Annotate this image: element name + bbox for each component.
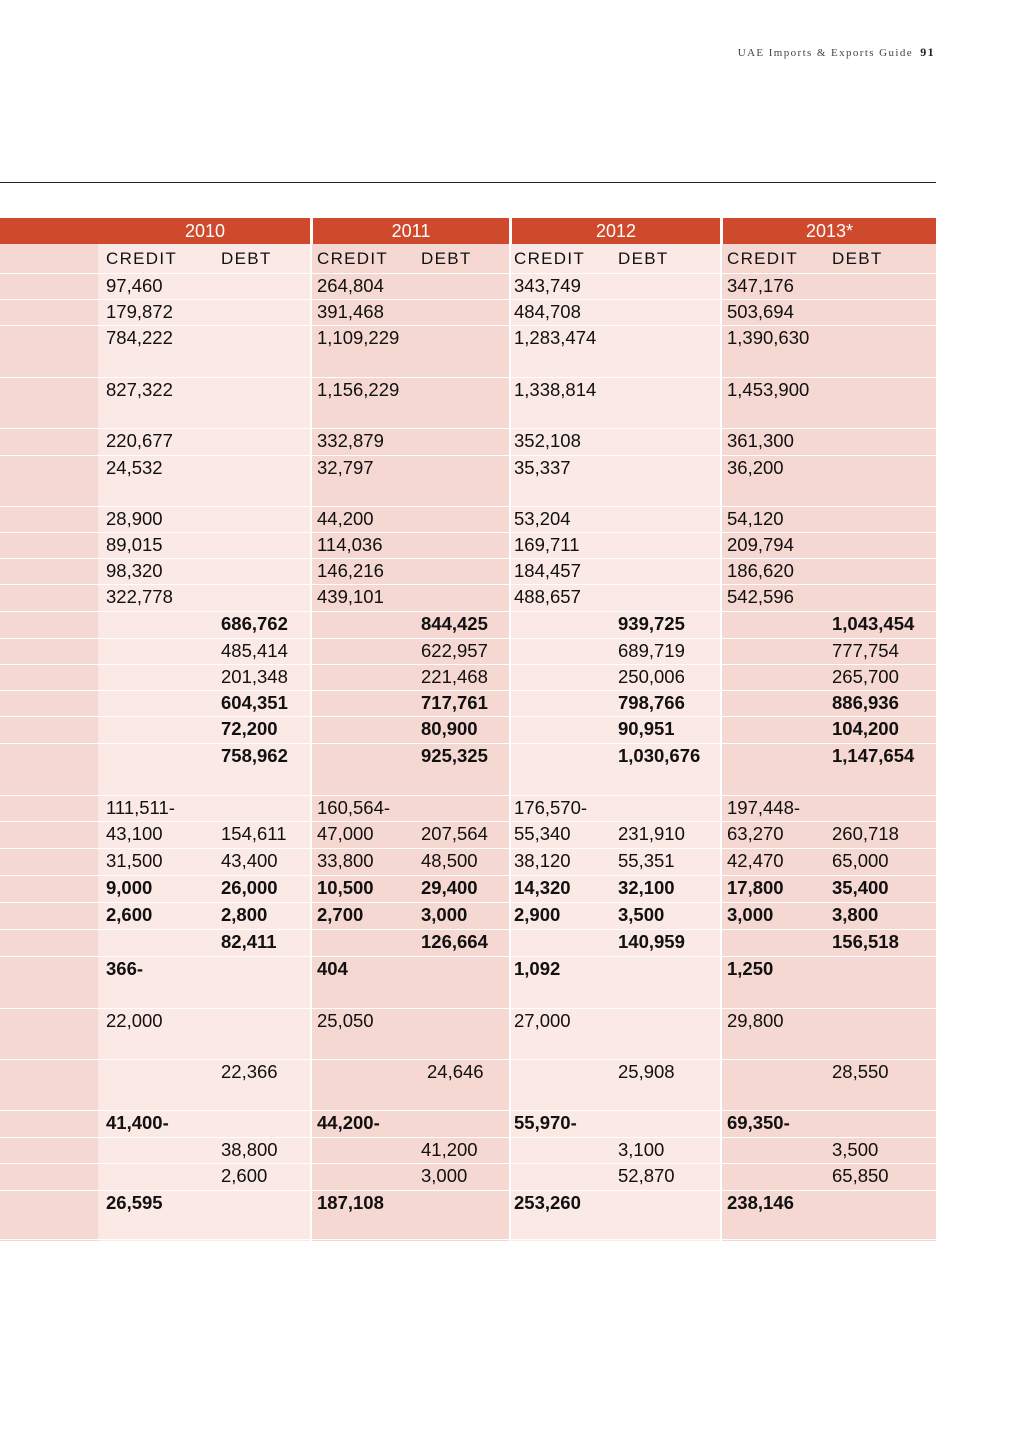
table-cell: 41,400- (106, 1112, 169, 1133)
table-cell: 32,100 (618, 877, 675, 898)
table-cell: 80,900 (421, 718, 478, 739)
table-cell: 220,677 (106, 430, 173, 451)
table-cell: 1,092 (514, 958, 561, 979)
table-cell: 3,500 (832, 1139, 879, 1160)
table-cell: 391,468 (317, 301, 384, 322)
table-cell: 2,600 (221, 1165, 268, 1186)
debt-header: DEBT (421, 249, 472, 268)
table-cell: 41,200 (421, 1139, 478, 1160)
credit-header: CREDIT (727, 249, 799, 268)
table-cell: 27,000 (514, 1010, 571, 1031)
row-separator (0, 1163, 936, 1164)
table-cell: 253,260 (514, 1192, 581, 1213)
table-cell: 89,015 (106, 534, 163, 555)
table-cell: 209,794 (727, 534, 794, 555)
table-cell: 9,000 (106, 877, 153, 898)
table-cell: 52,870 (618, 1165, 675, 1186)
table-cell: 207,564 (421, 823, 488, 844)
table-cell: 3,000 (727, 904, 774, 925)
table-cell: 758,962 (221, 745, 288, 766)
table-cell: 366- (106, 958, 144, 979)
table-cell: 361,300 (727, 430, 794, 451)
table-cell: 10,500 (317, 877, 374, 898)
table-cell: 689,719 (618, 640, 685, 661)
table-cell: 63,270 (727, 823, 784, 844)
table-cell: 439,101 (317, 586, 384, 607)
table-cell: 221,468 (421, 666, 488, 687)
table-cell: 347,176 (727, 275, 794, 296)
row-separator (0, 506, 936, 507)
table-cell: 1,109,229 (317, 327, 400, 348)
table-cell: 32,797 (317, 457, 374, 478)
row-separator (0, 1110, 936, 1111)
table-cell: 90,951 (618, 718, 675, 739)
guide-title: UAE Imports & Exports Guide (737, 47, 914, 59)
year-2013: 2013* (805, 221, 854, 241)
table-cell: 43,100 (106, 823, 163, 844)
row-separator (0, 1008, 936, 1009)
table-cell: 35,337 (514, 457, 571, 478)
table-cell: 48,500 (421, 850, 478, 871)
table-cell: 65,850 (832, 1165, 889, 1186)
table-cell: 827,322 (106, 379, 173, 400)
table-cell: 686,762 (221, 613, 288, 634)
table-cell: 38,800 (221, 1139, 278, 1160)
table-cell: 260,718 (832, 823, 899, 844)
year-2012: 2012 (595, 221, 637, 241)
row-separator (0, 558, 936, 559)
table-cell: 886,936 (832, 692, 899, 713)
table-cell: 485,414 (221, 640, 288, 661)
table-cell: 47,000 (317, 823, 374, 844)
table-cell: 3,100 (618, 1139, 665, 1160)
table-cell: 925,325 (421, 745, 488, 766)
table-cell: 24,646 (427, 1061, 484, 1082)
table-cell: 55,340 (514, 823, 571, 844)
table-cell: 1,156,229 (317, 379, 400, 400)
row-separator (0, 273, 936, 274)
table-cell: 503,694 (727, 301, 794, 322)
table-cell: 55,351 (618, 850, 675, 871)
table-cell: 604,351 (221, 692, 288, 713)
page-number: 91 (920, 45, 935, 59)
credit-header: CREDIT (514, 249, 586, 268)
year-divider (720, 218, 723, 244)
table-cell: 111,511- (106, 797, 175, 818)
table-cell: 265,700 (832, 666, 899, 687)
table-cell: 156,518 (832, 931, 899, 952)
table-cell: 98,320 (106, 560, 163, 581)
table-cell: 352,108 (514, 430, 581, 451)
row-separator (0, 848, 936, 849)
table-cell: 65,000 (832, 850, 889, 871)
table-cell: 22,000 (106, 1010, 163, 1031)
row-separator (0, 455, 936, 456)
row-separator (0, 929, 936, 930)
debt-header: DEBT (618, 249, 669, 268)
table-cell: 542,596 (727, 586, 794, 607)
row-separator (0, 743, 936, 744)
row-separator (0, 821, 936, 822)
table-cell: 1,390,630 (727, 327, 810, 348)
table-cell: 42,470 (727, 850, 784, 871)
credit-header: CREDIT (317, 249, 389, 268)
table-cell: 2,800 (221, 904, 268, 925)
table-cell: 784,222 (106, 327, 173, 348)
table-cell: 25,908 (618, 1061, 675, 1082)
running-header (738, 45, 935, 60)
table-cell: 17,800 (727, 877, 784, 898)
table-cell: 14,320 (514, 877, 571, 898)
table-cell: 404 (317, 958, 348, 979)
table-cell: 26,595 (106, 1192, 163, 1213)
table-cell: 231,910 (618, 823, 685, 844)
year-2011: 2011 (391, 221, 431, 241)
table-cell: 28,550 (832, 1061, 889, 1082)
table-cell: 43,400 (221, 850, 278, 871)
table-cell: 53,204 (514, 508, 571, 529)
header-rule (0, 182, 936, 183)
row-separator (0, 716, 936, 717)
table-cell: 844,425 (421, 613, 488, 634)
table-cell: 1,030,676 (618, 745, 701, 766)
table-cell: 25,050 (317, 1010, 374, 1031)
table-cell: 29,400 (421, 877, 478, 898)
row-separator (0, 1059, 936, 1060)
table-cell: 3,000 (421, 904, 468, 925)
row-separator (0, 584, 936, 585)
table-cell: 140,959 (618, 931, 685, 952)
row-separator (0, 690, 936, 691)
table-cell: 54,120 (727, 508, 784, 529)
table-cell: 717,761 (421, 692, 488, 713)
table-cell: 2,900 (514, 904, 561, 925)
table-cell: 154,611 (221, 823, 287, 844)
table-cell: 33,800 (317, 850, 374, 871)
row-separator (0, 902, 936, 903)
table-cell: 176,570- (514, 797, 588, 818)
table-cell: 3,800 (832, 904, 879, 925)
row-separator (0, 1239, 936, 1240)
table-cell: 1,453,900 (727, 379, 810, 400)
table-cell: 238,146 (727, 1192, 794, 1213)
table-cell: 201,348 (221, 666, 288, 687)
table-cell: 126,664 (421, 931, 488, 952)
table-cell: 44,200- (317, 1112, 380, 1133)
table-cell: 160,564- (317, 797, 391, 818)
table-cell: 146,216 (317, 560, 384, 581)
row-separator (0, 1137, 936, 1138)
table-cell: 55,970- (514, 1112, 577, 1133)
debt-header: DEBT (832, 249, 883, 268)
table-cell: 184,457 (514, 560, 581, 581)
year-2010: 2010 (184, 221, 226, 241)
table-cell: 31,500 (106, 850, 163, 871)
row-separator (0, 532, 936, 533)
table-cell: 97,460 (106, 275, 163, 296)
table-cell: 26,000 (221, 877, 278, 898)
table-cell: 2,700 (317, 904, 364, 925)
table-cell: 939,725 (618, 613, 685, 634)
table-cell: 798,766 (618, 692, 685, 713)
table-cell: 169,711 (514, 534, 580, 555)
table-cell: 1,043,454 (832, 613, 915, 634)
table-cell: 24,532 (106, 457, 163, 478)
table-cell: 343,749 (514, 275, 581, 296)
table-cell: 488,657 (514, 586, 581, 607)
debt-header: DEBT (221, 249, 272, 268)
row-separator (0, 875, 936, 876)
row-separator (0, 325, 936, 326)
table-cell: 82,411 (221, 931, 277, 952)
table-cell: 197,448- (727, 797, 801, 818)
table-cell: 322,778 (106, 586, 173, 607)
table-cell: 3,000 (421, 1165, 468, 1186)
year-divider (310, 218, 313, 244)
table-cell: 3,500 (618, 904, 665, 925)
table-cell: 179,872 (106, 301, 173, 322)
table-cell: 28,900 (106, 508, 163, 529)
row-separator (0, 795, 936, 796)
year-divider (509, 218, 512, 244)
row-separator (0, 377, 936, 378)
table-cell: 29,800 (727, 1010, 784, 1031)
table-cell: 1,283,474 (514, 327, 597, 348)
row-separator (0, 638, 936, 639)
table-cell: 1,147,654 (832, 745, 915, 766)
credit-header: CREDIT (106, 249, 178, 268)
table-cell: 1,250 (727, 958, 774, 979)
table-cell: 187,108 (317, 1192, 384, 1213)
table-cell: 332,879 (317, 430, 384, 451)
table-cell: 777,754 (832, 640, 899, 661)
row-separator (0, 299, 936, 300)
table-cell: 2,600 (106, 904, 153, 925)
table-cell: 22,366 (221, 1061, 278, 1082)
row-separator (0, 664, 936, 665)
table-cell: 69,350- (727, 1112, 790, 1133)
row-separator (0, 428, 936, 429)
table-cell: 484,708 (514, 301, 581, 322)
table-cell: 38,120 (514, 850, 571, 871)
table-cell: 36,200 (727, 457, 784, 478)
row-separator (0, 1190, 936, 1191)
table-cell: 186,620 (727, 560, 794, 581)
table-cell: 35,400 (832, 877, 889, 898)
table-cell: 264,804 (317, 275, 384, 296)
row-separator (0, 956, 936, 957)
table-cell: 104,200 (832, 718, 899, 739)
table-cell: 44,200 (317, 508, 374, 529)
table-cell: 622,957 (421, 640, 488, 661)
table-cell: 250,006 (618, 666, 685, 687)
table-cell: 72,200 (221, 718, 278, 739)
table-cell: 114,036 (317, 534, 383, 555)
row-separator (0, 611, 936, 612)
table-cell: 1,338,814 (514, 379, 597, 400)
